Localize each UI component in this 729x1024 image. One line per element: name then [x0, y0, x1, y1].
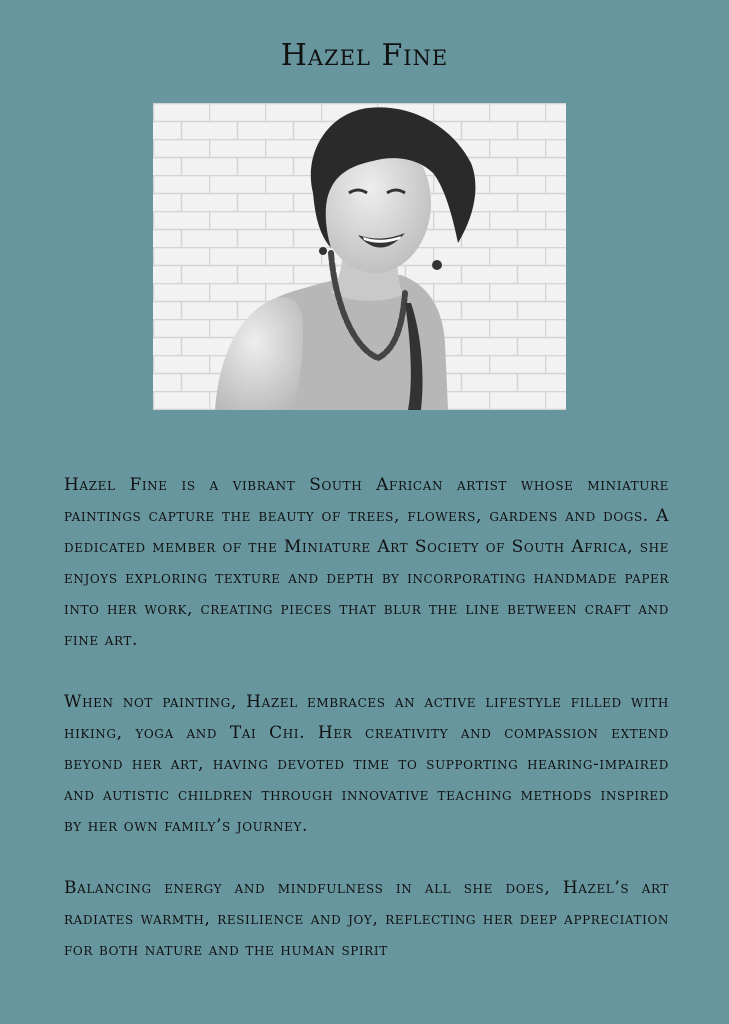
page-title: Hazel Fine [280, 38, 449, 73]
portrait-illustration [153, 103, 566, 410]
bio-paragraph: Hazel Fine is a vibrant South African artist whose miniature paintings capture the beauty of trees, flowers, gardens and dogs. A dedicated member of the Miniature Art Society of South Africa, she enjoys exploring texture and depth by incorporating handmade paper into her work, creating pieces that blur the line between craft and fine art. [64, 475, 669, 650]
earring-left [319, 247, 327, 255]
portrait-photo [153, 103, 566, 410]
bio-section [64, 470, 669, 997]
bio-paragraph: Balancing energy and mindfulness in all she does, Hazel’s art radiates warmth, resilience and joy, reflecting her deep appreciation for both nature and the human spirit [64, 878, 669, 960]
earring-right [432, 260, 442, 270]
bio-paragraph: When not painting, Hazel embraces an active lifestyle filled with hiking, yoga and Tai Chi. Her creativity and compassion extend beyond her art, having devoted time to supporting hearing-impaired and autistic children through innovative teaching methods inspired by her own family’s journey. [64, 692, 669, 836]
